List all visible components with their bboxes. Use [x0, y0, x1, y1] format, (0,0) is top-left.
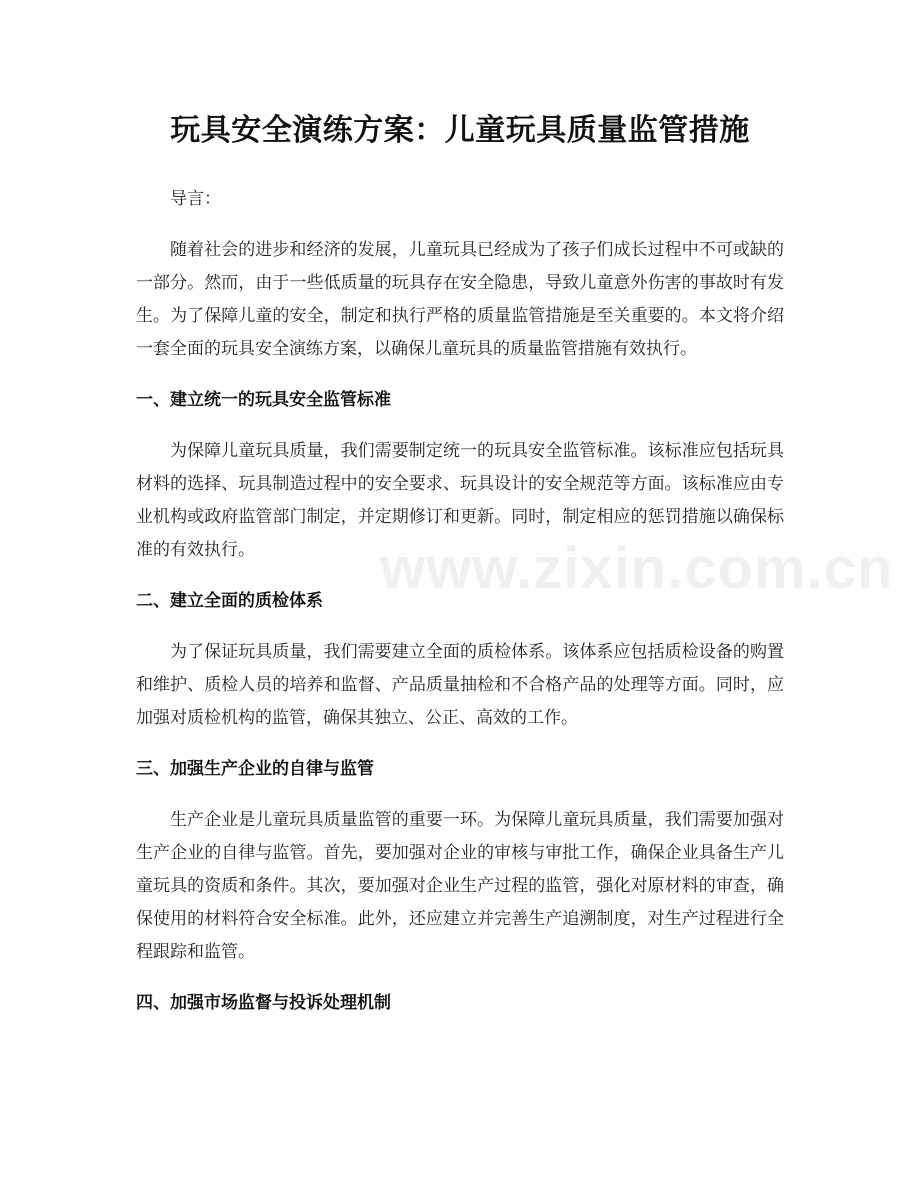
section-paragraph-2: 为了保证玩具质量，我们需要建立全面的质检体系。该体系应包括质检设备的购置和维护、质检人员的培养和监督、产品质量抽检和不合格产品的处理等方面。同时，应加强对质检机构的监管，确保其独立、公正、高效的工作。: [136, 642, 784, 728]
section-heading-2: 二、建立全面的质检体系: [136, 591, 323, 611]
intro-paragraph: 随着社会的进步和经济的发展，儿童玩具已经成为了孩子们成长过程中不可或缺的一部分。然而，由于一些低质量的玩具存在安全隐患，导致儿童意外伤害的事故时有发生。为了保障儿童的安全，制定和执行严格的质量监管措施是至关重要的。本文将介绍一套全面的玩具安全演练方案，以确保儿童玩具的质量监管措施有效执行。: [136, 240, 784, 359]
section-paragraph-3: 生产企业是儿童玩具质量监管的重要一环。为保障儿童玩具质量，我们需要加强对生产企业的自律与监管。首先，要加强对企业的审核与审批工作，确保企业具备生产儿童玩具的资质和条件。其次，要加强对企业生产过程的监管，强化对原材料的审查，确保使用的材料符合安全标准。此外，还应建立并完善生产追溯制度，对生产过程进行全程跟踪和监管。: [136, 810, 784, 962]
intro-label: 导言：: [170, 189, 221, 209]
document-title: 玩具安全演练方案：儿童玩具质量监管措施: [170, 113, 750, 148]
document-body: [136, 183, 784, 1038]
section-heading-4: 四、加强市场监督与投诉处理机制: [136, 993, 391, 1013]
section-heading-3: 三、加强生产企业的自律与监管: [136, 759, 374, 779]
section-heading-1: 一、建立统一的玩具安全监管标准: [136, 390, 391, 410]
section-paragraph-1: 为保障儿童玩具质量，我们需要制定统一的玩具安全监管标准。该标准应包括玩具材料的选择、玩具制造过程中的安全要求、玩具设计的安全规范等方面。该标准应由专业机构或政府监管部门制定，并定期修订和更新。同时，制定相应的惩罚措施以确保标准的有效执行。: [136, 441, 784, 560]
watermark: www.zixin.com.cn: [380, 536, 894, 601]
